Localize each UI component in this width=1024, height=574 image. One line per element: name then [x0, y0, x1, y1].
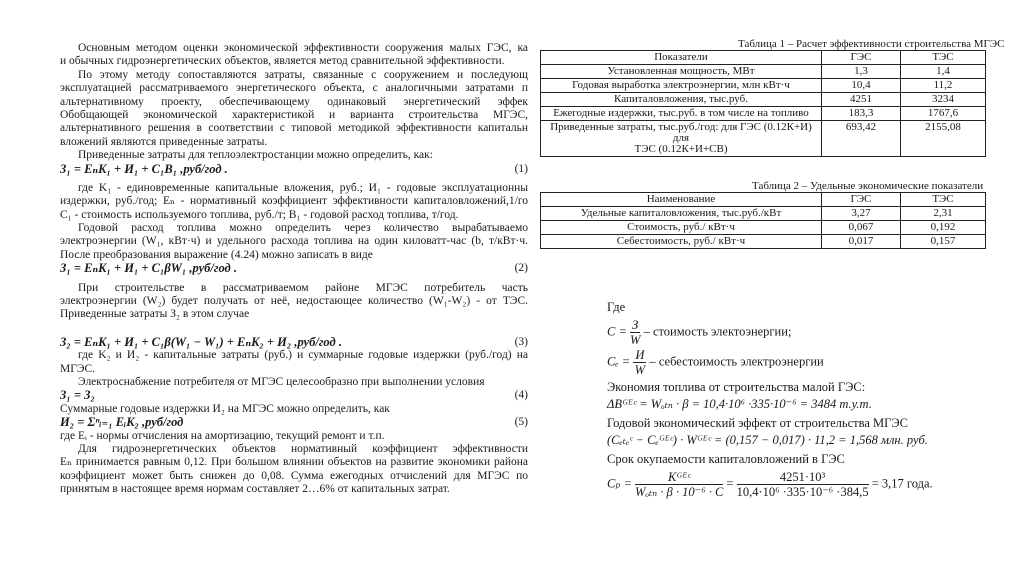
table-row	[541, 221, 986, 235]
table-header-row	[541, 193, 986, 207]
table-row	[541, 107, 986, 121]
table-header-row	[541, 51, 986, 65]
table-row	[541, 79, 986, 93]
paragraph-line: Eₙ принимается равным 0,12. При большом влиянии объектов на развитие экономики района	[60, 456, 528, 469]
table-cell: 0,067	[822, 221, 901, 235]
table-header-cell: Наименование	[541, 193, 822, 207]
table-header-cell: Показатели	[541, 51, 822, 65]
formula-cost: C = $\frac{З}{W}$ – стоимость электоэнергии;	[607, 318, 792, 347]
paragraph-line: и обычных гидроэнергетических объектов, является метод сравнительной эффективности.	[60, 55, 505, 68]
payback-formula: Cₚ = $\frac{\text{Kᴳᴱᶜ}}{\text{Wₒₜₙ · β · 10⁻⁶ · C}}$ = $\frac{\text{4251·10³}}{\text{10,4·10⁶ ·335·10⁻⁶ ·384,5}}$ = 3,17 года.	[607, 470, 933, 499]
table-cell: 0,192	[901, 221, 986, 235]
paragraph-line: эксплуатацией рассматриваемого энергетического объекта, с аналогичными затратами п	[60, 82, 528, 95]
payback-title: Срок окупаемости капиталовложений в ГЭС	[607, 452, 845, 466]
table-cell: Годовая выработка электроэнергии, млн кВт·ч	[541, 79, 822, 93]
paragraph-line: Приведенные затраты для теплоэлектростанции можно определить, как:	[78, 149, 433, 162]
equation-1: З₁ = EₙK₁ + И₁ + C₁B₁ ,руб/год . (1)	[60, 162, 528, 176]
annual-effect-equation: (Cₑₜₑᶜ − Cₑᴳᴱᶜ) · Wᴳᴱᶜ = (0,157 − 0,017) · 11,2 = 1,568 млн. руб.	[607, 433, 928, 447]
paragraph-line: Электроснабжение потребителя от МГЭС целесообразно при выполнении условия	[78, 375, 485, 388]
equation-number: (3)	[514, 335, 528, 348]
table1	[540, 50, 986, 157]
table-cell: 0,157	[901, 235, 986, 249]
paragraph-line: электроэнергии (W₂) будет получать от неё, недостающее количество (W₁-W₂) - от ТЭС.	[60, 295, 528, 308]
paragraph-line: вложений являются приведенные затраты.	[60, 135, 268, 148]
paragraph-line: коэффициент может быть снижен до 0,08. Сумма ежегодных отчислений для МГЭС по	[60, 469, 528, 482]
table-header-cell: ТЭС	[901, 51, 986, 65]
equation-number: (4)	[514, 389, 528, 402]
table-row	[541, 93, 986, 107]
equation-2: З₁ = EₙK₁ + И₁ + C₁βW₁ ,руб/год . (2)	[60, 262, 528, 276]
table-cell: 1767,6	[901, 107, 986, 121]
table-header-cell: ТЭС	[901, 193, 986, 207]
table-cell: 1,4	[901, 65, 986, 79]
table-cell: Капиталовложения, тыс.руб.	[541, 93, 822, 107]
paragraph-line: альтернативного решения в соответствии с типовой методикой эффективности капитальн	[60, 122, 528, 135]
paragraph-line: Приведенные затраты З₂ в этом случае	[60, 308, 250, 321]
table1-caption: Таблица 1 – Расчет эффективности строительства МГЭС	[738, 38, 1005, 50]
table-cell: Установленная мощность, МВт	[541, 65, 822, 79]
paragraph-line: Годовой расход топлива можно определить через количество вырабатываемо	[78, 222, 528, 235]
paragraph-line: где K₁ - единовременные капитальные вложения, руб.; И₁ - годовые эксплуатационны	[78, 181, 528, 194]
table-cell: Удельные капиталовложения, тыс.руб./кВт	[541, 207, 822, 221]
table-header-cell: ГЭС	[822, 51, 901, 65]
equation-5: И₂ = Σⁿᵢ₌₁ EᵢK₂ ,руб/год (5)	[60, 416, 528, 430]
paragraph-line: принятым в настоящее время нормам составляет 2…6% от капитальных затрат.	[60, 483, 450, 496]
paragraph-line: При строительстве в рассматриваемом районе МГЭС потребитель часть	[78, 281, 528, 294]
table-cell: 0,017	[822, 235, 901, 249]
table-cell: Себестоимость, руб./ кВт·ч	[541, 235, 822, 249]
table-cell: Ежегодные издержки, тыс.руб. в том числе на топливо	[541, 107, 822, 121]
equation-3: З₂ = EₙK₁ + И₁ + C₁β(W₁ − W₁) + EₙK₂ + И₂ ,руб/год . (3)	[60, 335, 528, 349]
table-cell: 183,3	[822, 107, 901, 121]
paragraph-line: где K₂ и И₂ - капитальные затраты (руб.) и суммарные годовые издержки (руб./год) на	[78, 349, 528, 362]
paragraph-line: C₁ - стоимость используемого топлива, руб./т; B₁ - годовой расход топлива, т/год.	[60, 208, 459, 221]
table2	[540, 192, 986, 249]
paragraph-line: Суммарные годовые издержки И₂ на МГЭС можно определить, как	[60, 402, 390, 415]
table-row	[541, 65, 986, 79]
paragraph-line: Обобщающей экономической характеристикой и варианта строительства МГЭС,	[60, 108, 528, 121]
paragraph-line: Для гидроэнергетических объектов нормативный коэффициент эффективности	[78, 442, 528, 455]
table-cell: 3234	[901, 93, 986, 107]
annual-effect-title: Годовой экономический эффект от строительства МГЭС	[607, 416, 908, 430]
table-cell: 2,31	[901, 207, 986, 221]
table-row	[541, 121, 986, 157]
table-cell: 3,27	[822, 207, 901, 221]
equation-number: (5)	[514, 416, 528, 429]
paragraph-line: После преобразования выражение (4.24) можно записать в виде	[60, 248, 373, 261]
body-text-column	[60, 42, 528, 497]
table-cell: 2155,08	[901, 121, 986, 157]
paragraph-line: электроэнергии (W₁, кВт·ч) и удельного расхода топлива на один киловатт-час (b, т/кВт·ч.	[60, 235, 528, 248]
paragraph-line: издержки, руб./год; Eₙ - нормативный коэффициент эффективности капиталовложений,1/го	[60, 195, 528, 208]
table-cell: 1,3	[822, 65, 901, 79]
table-header-cell: ГЭС	[822, 193, 901, 207]
table-row	[541, 207, 986, 221]
table2-caption: Таблица 2 – Удельные экономические показатели	[752, 180, 984, 192]
formula-selfcost: Cₑ = $\frac{И}{W}$ – себестоимость электроэнергии	[607, 348, 824, 377]
paragraph-line: МГЭС.	[60, 362, 96, 375]
table-cell: 10,4	[822, 79, 901, 93]
paragraph-line: где Eᵢ - нормы отчисления на амортизацию, текущий ремонт и т.п.	[60, 429, 385, 442]
table-cell: 4251	[822, 93, 901, 107]
fuel-savings-equation: ΔBᴳᴱᶜ = Wₒₜₙ · β = 10,4·10⁶ ·335·10⁻⁶ = 3484 т.у.т.	[607, 397, 872, 411]
paragraph-line: альтернативному проекту, обеспечивающему одинаковый энергетический эффек	[60, 95, 528, 108]
table-cell: 693,42	[822, 121, 901, 157]
fuel-savings-title: Экономия топлива от строительства малой ГЭС:	[607, 380, 866, 394]
paragraph-line: Основным методом оценки экономической эффективности сооружения малых ГЭС, ка	[78, 42, 528, 54]
where-label: Где	[607, 300, 626, 314]
table-cell: 11,2	[901, 79, 986, 93]
paragraph-line: По этому методу сопоставляются затраты, связанные с сооружением и последующ	[78, 68, 528, 81]
equation-number: (1)	[514, 162, 528, 175]
equation-number: (2)	[514, 262, 528, 275]
table-row	[541, 235, 986, 249]
table-cell: Стоимость, руб./ кВт·ч	[541, 221, 822, 235]
equation-4: З₁ = З₂ (4)	[60, 389, 528, 403]
table-cell: Приведенные затраты, тыс.руб./год: для ГЭС (0.12К+И) для ТЭС (0.12К+И+СВ)	[541, 121, 822, 157]
